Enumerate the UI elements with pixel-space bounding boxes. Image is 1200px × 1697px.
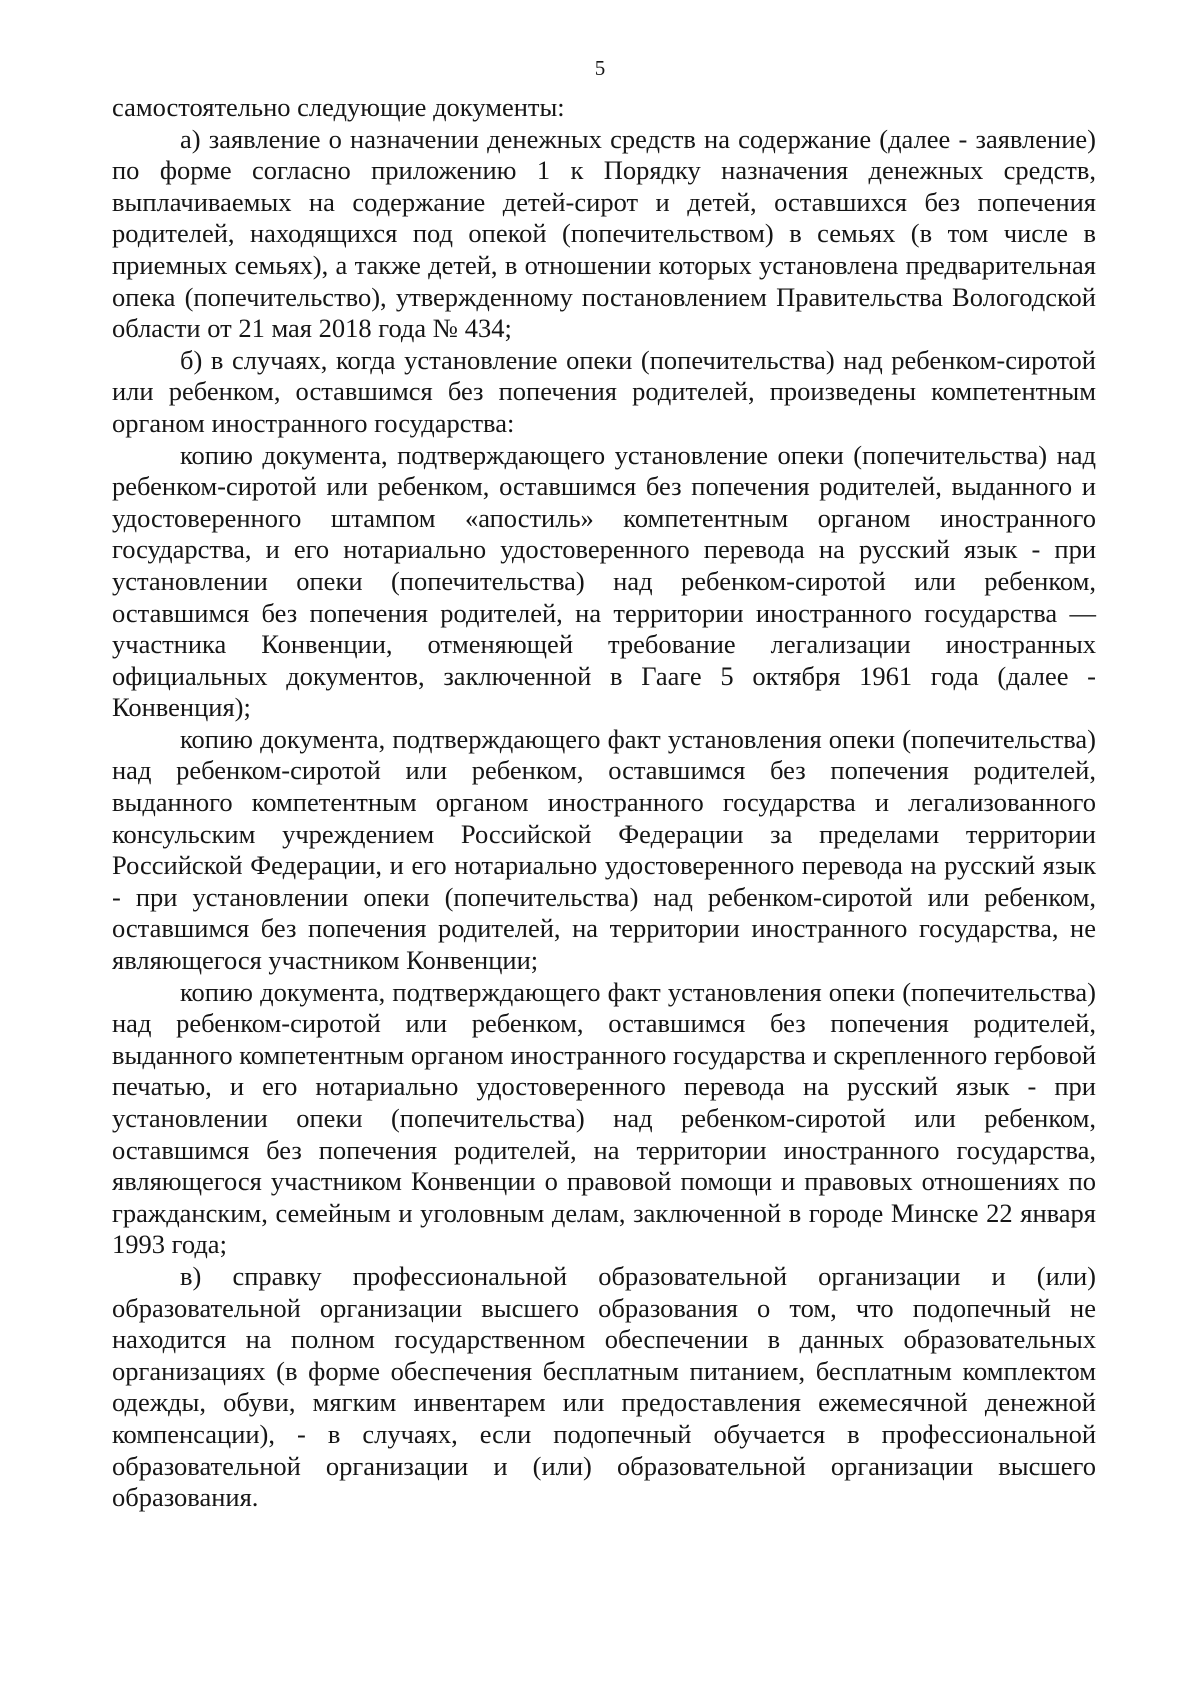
paragraph-item-v-education-certificate: в) справку профессиональной образовательной организации и (или) образовательной организации высшего образования о том, что подопечный не находится на полном государственном обеспечении в данных образовательных организациях (в форме обеспечения бесплатным питанием, бесплатным комплектом одежды, обуви, мягким инвентарем или предоставления ежемесячной денежной компенсации), - в случаях, если подопечный обучается в профессиональной образовательной организации и (или) образовательной организации высшего образования. xyxy=(112,1260,1096,1513)
paragraph-item-a-application: а) заявление о назначении денежных средств на содержание (далее - заявление) по форме согласно приложению 1 к Порядку назначения денежных средств, выплачиваемых на содержание детей-сирот и детей, оставшихся без попечения родителей, находящихся под опекой (попечительством) в семьях (в том числе в приемных семьях), а также детей, в отношении которых установлена предварительная опека (попечительство), утвержденному постановлением Правительства Вологодской области от 21 мая 2018 года № 434; xyxy=(112,123,1096,344)
paragraph-continuation: самостоятельно следующие документы: xyxy=(112,92,565,122)
paragraph-item-b-foreign-guardianship: б) в случаях, когда установление опеки (попечительства) над ребенком-сиротой или ребенком, оставшимся без попечения родителей, произведены компетентным органом иностранного государства: xyxy=(112,344,1096,438)
paragraph-copy-apostille: копию документа, подтверждающего установление опеки (попечительства) над ребенком-сиротой или ребенком, оставшимся без попечения родителей, выданного и удостоверенного штампом «апостиль» компетентным органом иностранного государства, и его нотариально удостоверенного перевода на русский язык - при установлении опеки (попечительства) над ребенком-сиротой или ребенком, оставшимся без попечения родителей, на территории иностранного государства — участника Конвенции, отменяющей требование легализации иностранных официальных документов, заключенной в Гааге 5 октября 1961 года (далее - Конвенция); xyxy=(112,439,1096,723)
paragraph-copy-coat-of-arms-seal: копию документа, подтверждающего факт установления опеки (попечительства) над ребенком-сиротой или ребенком, оставшимся без попечения родителей, выданного компетентным органом иностранного государства и скрепленного гербовой печатью, и его нотариально удостоверенного перевода на русский язык - при установлении опеки (попечительства) над ребенком-сиротой или ребенком, оставшимся без попечения родителей, на территории иностранного государства, являющегося участником Конвенции о правовой помощи и правовых отношениях по гражданским, семейным и уголовным делам, заключенной в городе Минске 22 января 1993 года; xyxy=(112,976,1096,1260)
document-body xyxy=(112,92,1096,1514)
paragraph-copy-consular-legalization: копию документа, подтверждающего факт установления опеки (попечительства) над ребенком-сиротой или ребенком, оставшимся без попечения родителей, выданного компетентным органом иностранного государства и легализованного консульским учреждением Российской Федерации за пределами территории Российской Федерации, и его нотариально удостоверенного перевода на русский язык - при установлении опеки (попечительства) над ребенком-сиротой или ребенком, оставшимся без попечения родителей, на территории иностранного государства, не являющегося участником Конвенции; xyxy=(112,723,1096,976)
page-number: 5 xyxy=(594,56,606,80)
